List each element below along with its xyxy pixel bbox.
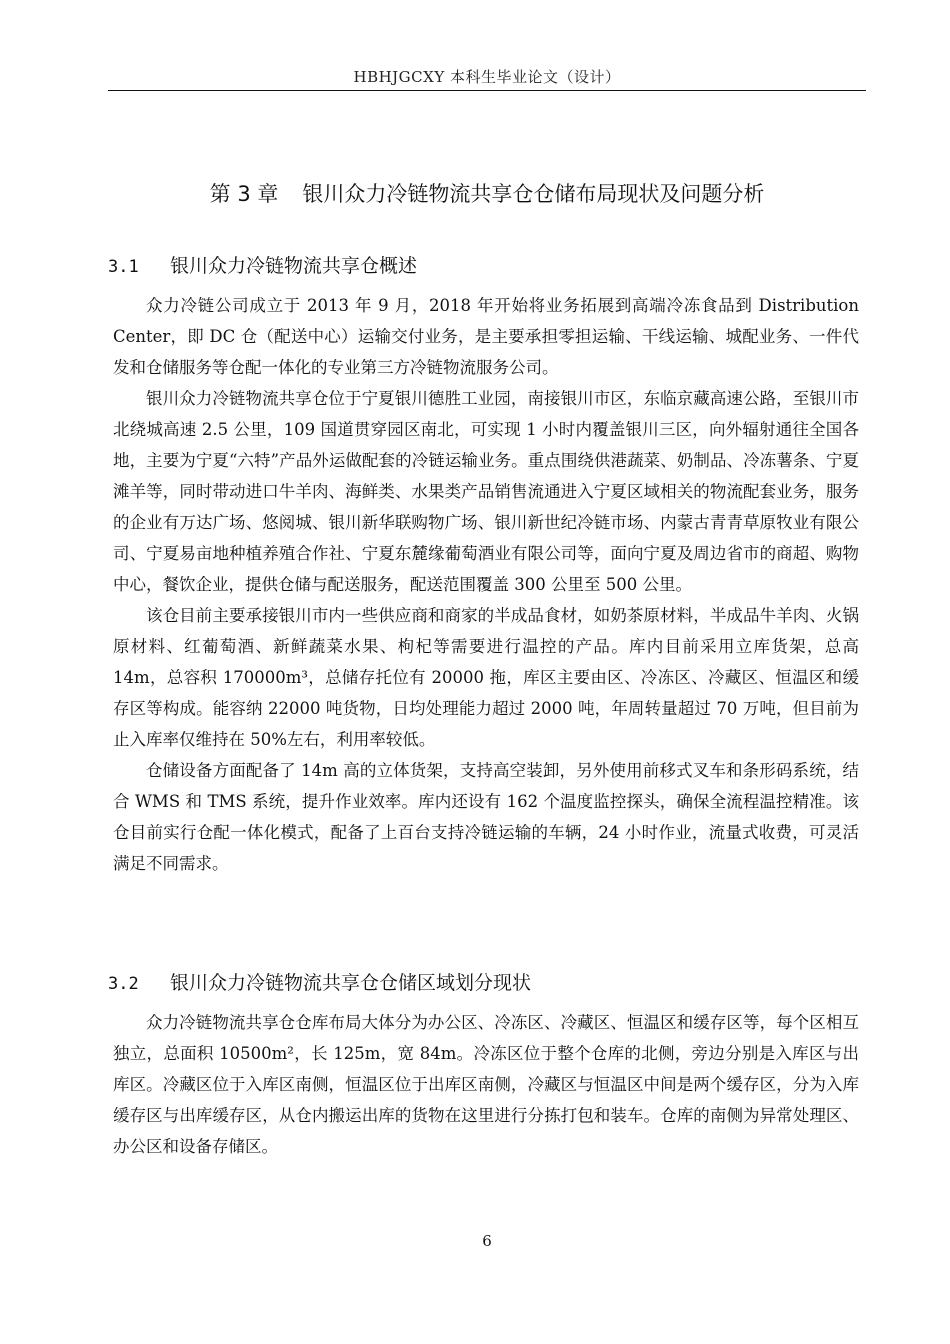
section-number: 3.2 [108,974,139,994]
header-divider [108,90,866,91]
paragraph: 该仓目前主要承接银川市内一些供应商和商家的半成品食材，如奶茶原材料，半成品牛羊肉、火锅原材料、红葡萄酒、新鲜蔬菜水果、枸杞等需要进行温控的产品。库内目前采用立库货架，总高 14m，总容积 170000m³，总储存托位有 20000 拖，库区主要由区、冷冻区、冷藏区、恒温区和缓存区等构成。能容纳 22000 吨货物，日均处理能力超过 2000 吨，年周转量超过 70 万吨，但目前为止入库率仅维持在 50%左右，利用率较低。 [113,606,859,749]
section-title: 银川众力冷链物流共享仓概述 [170,255,418,277]
chapter-number: 第 3 章 [209,182,279,206]
paragraph: 众力冷链物流共享仓仓库布局大体分为办公区、冷冻区、冷藏区、恒温区和缓存区等，每个区相互独立，总面积 10500m²，长 125m，宽 84m。冷冻区位于整个仓库的北侧，旁边分别是入库区与出库区。冷藏区位于入库区南侧，恒温区位于出库区南侧，冷藏区与恒温区中间是两个缓存区，分为入库缓存区与出库缓存区，从仓内搬运出库的货物在这里进行分拣打包和装车。仓库的南侧为异常处理区、办公区和设备存储区。 [113,1013,859,1156]
section-3-1-body [113,290,859,879]
paragraph: 众力冷链公司成立于 2013 年 9 月，2018 年开始将业务拓展到高端冷冻食品到 Distribution Center，即 DC 仓（配送中心）运输交付业务，是主要承担零担运输、干线运输、城配业务、一件代发和仓储服务等仓配一体化的专业第三方冷链物流服务公司。 [113,296,859,377]
section-heading-3-2 [108,968,866,999]
section-heading-3-1 [108,251,866,282]
chapter-title-text: 银川众力冷链物流共享仓仓储布局现状及问题分析 [302,182,765,206]
section-3-2-body [113,1007,859,1162]
page-number: 6 [482,1232,492,1250]
section-number: 3.1 [108,257,139,277]
paragraph: 仓储设备方面配备了 14m 高的立体货架，支持高空装卸，另外使用前移式叉车和条形码系统，结合 WMS 和 TMS 系统，提升作业效率。库内还设有 162 个温度监控探头，确保全流程温控精准。该仓目前实行仓配一体化模式，配备了上百台支持冷链运输的车辆，24 小时作业，流量式收费，可灵活满足不同需求。 [113,761,859,873]
paragraph: 银川众力冷链物流共享仓位于宁夏银川德胜工业园，南接银川市区，东临京藏高速公路，至银川市北绕城高速 2.5 公里，109 国道贯穿园区南北，可实现 1 小时内覆盖银川三区，向外辐射通往全国各地，主要为宁夏“六特”产品外运做配套的冷链运输业务。重点围绕供港蔬菜、奶制品、冷冻薯条、宁夏滩羊等，同时带动进口牛羊肉、海鲜类、水果类产品销售流通进入宁夏区域相关的物流配套业务，服务的企业有万达广场、悠阅城、银川新华联购物广场、银川新世纪冷链市场、内蒙古青青草原牧业有限公司、宁夏易亩地种植养殖合作社、宁夏东麓缘葡萄酒业有限公司等，面向宁夏及周边省市的商超、购物中心，餐饮企业，提供仓储与配送服务，配送范围覆盖 300 公里至 500 公里。 [113,389,859,594]
chapter-title [108,178,866,210]
running-header: HBHJGCXY 本科生毕业论文（设计） [353,68,621,86]
section-title: 银川众力冷链物流共享仓仓储区域划分现状 [170,972,532,994]
